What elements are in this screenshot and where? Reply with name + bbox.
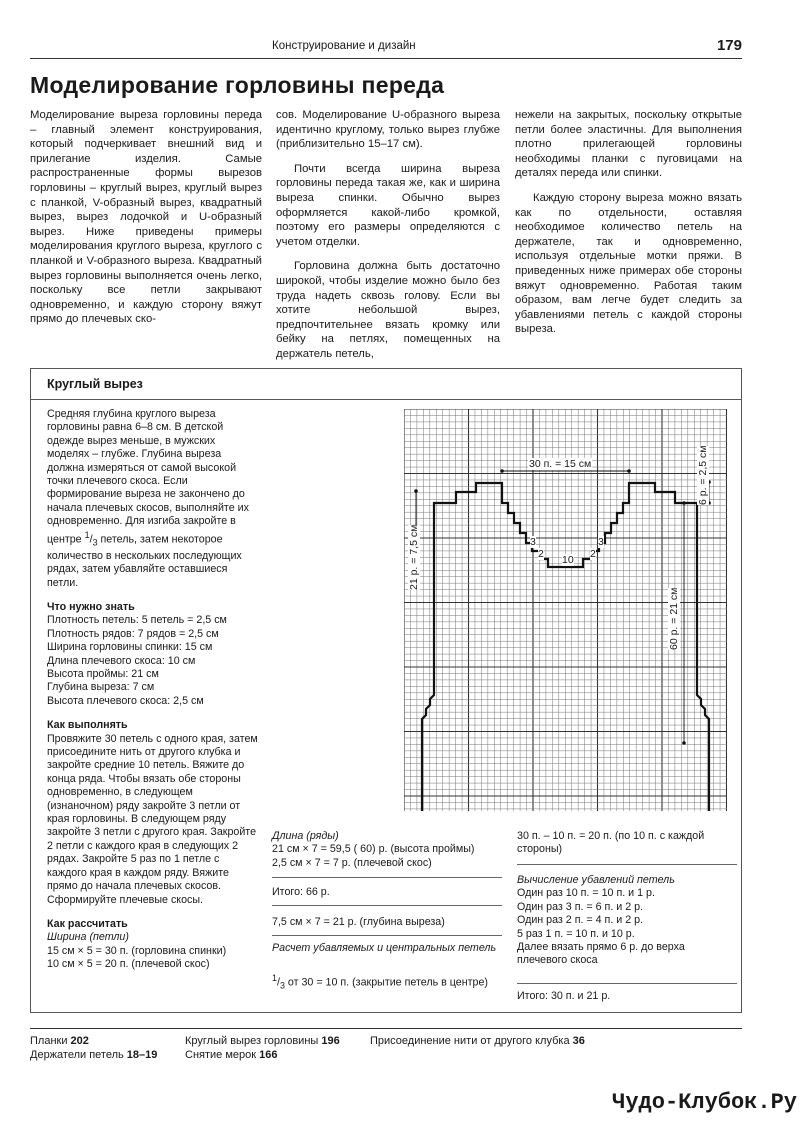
sides-line: 30 п. – 10 п. = 20 п. (по 10 п. с каждой стороны) <box>517 830 705 856</box>
dec-heading: Вычисление убавлений петель <box>517 874 675 886</box>
running-header: Конструирование и дизайн <box>272 40 416 52</box>
article-paragraph: Моделирование выреза горловины переда – главный элемент конструирования, который подчеркивает внешний вид и прилегание изделия. Самые распространенные формы вырезов горловины – круглый вырез, круглый вырез с планкой, V-образный вырез, квадратный вырез, вырез лодочкой и U-образный вырез. Ниже приведены примеры моделирования круглого выреза, круглого с планкой и V-образного выреза. Квадратный вырез горловины выполняется очень легко, поскольку все петли закрывают одновременно, и каждую сторону вяжут прямо до плечевых ско- <box>30 109 262 326</box>
watermark: Чудо-Клубок.Ру <box>612 1090 797 1115</box>
rule <box>272 877 502 878</box>
width-line: 15 см × 5 = 30 п. (горловина спинки) <box>47 944 227 957</box>
footer-ref-round-neck[interactable]: Круглый вырез горловины 196 <box>185 1035 340 1047</box>
total-final: Итого: 30 п. и 21 р. <box>517 990 611 1002</box>
dimension-endpoint <box>500 469 504 473</box>
dec-mark-3-left: 3 <box>530 536 536 548</box>
article-column-1 <box>30 108 262 327</box>
rule <box>517 983 737 984</box>
width-line: 10 см × 5 = 20 п. (плечевой скос) <box>47 958 210 971</box>
article-paragraph: Почти всегда ширина выреза горловины переда такая же, как и ширина выреза спинки. Обычно вырез оформляется какой-либо кромкой, поэтому его размеры определяются с учетом отделки. <box>276 162 500 248</box>
know-item: Длина плечевого скоса: 10 см <box>47 654 196 667</box>
depth-line: 7,5 см × 7 = 21 р. (глубина выреза) <box>272 916 445 928</box>
footer-rule <box>30 1028 742 1029</box>
know-heading: Что нужно знать <box>47 600 135 613</box>
article-paragraph: сов. Моделирование U-образного выреза идентично круглому, только вырез глубже (приблизительно 15–17 см). <box>276 109 500 151</box>
rule <box>272 935 502 936</box>
dimension-endpoint <box>682 501 686 505</box>
top-width-label: 30 п. = 15 см <box>529 458 592 470</box>
article-paragraph: Горловина должна быть достаточно широкой, чтобы изделие можно было без труда надеть сквозь голову. Если вы хотите небольшой вырез, предпочтительнее вязать кромку или бейку на петлях, помещенных на держатель петель, <box>276 260 500 360</box>
article-column-3 <box>515 108 742 337</box>
do-text: Провяжите 30 петель с одного края, затем присоедините нить от другого клубка и закройте средние 10 петель. Вяжите до конца ряда. Чтобы вязать обе стороны одновременно, в следующем (изнаночном) ряду закройте 3 петли от края горловины. В следующем ряду закройте 3 петли с другого края. Закройте 2 петли с каждого края в следующих 2 рядах. Закройте 5 раз по 1 петле с каждого края в каждом ряду. Вяжите прямо до начала плечевых скосов. Сформируйте плечевые скосы. <box>47 732 258 906</box>
know-item: Высота проймы: 21 см <box>47 668 159 681</box>
dec-line: Далее вязать прямо 6 р. до верха плечевого скоса <box>517 941 685 967</box>
left-depth-label: 21 р. = 7,5 см <box>408 524 420 590</box>
length-line: 2,5 см × 7 = 7 р. (плечевой скос) <box>272 856 432 869</box>
box-heading: Круглый вырез <box>47 377 143 391</box>
footer-ref-holders[interactable]: Держатели петель 18–19 <box>30 1049 158 1061</box>
footer-ref-planks[interactable]: Планки 202 <box>30 1035 89 1047</box>
box-heading-rule <box>31 399 741 400</box>
total-rows: Итого: 66 р. <box>272 886 330 898</box>
know-item: Высота плечевого скоса: 2,5 см <box>47 694 204 707</box>
rule <box>517 864 737 865</box>
dimension-endpoint <box>682 741 686 745</box>
page-title: Моделирование горловины переда <box>30 72 445 98</box>
dec-mark-2-right: 2 <box>590 548 596 560</box>
calc-heading: Как рассчитать <box>47 917 128 930</box>
right-shoulder-label: 6 р. = 2,5 см <box>697 445 709 505</box>
article-column-2 <box>276 108 500 362</box>
page-number: 179 <box>716 37 742 54</box>
intro-text: Средняя глубина круглого выреза горловины равна 6–8 см. В детской одежде вырез меньше, в мужских моделях – глубже. Глубина выреза должна измеряться от самой высокой точки плечевого скоса. Если формирование выреза не закончено до начала плечевых скосов, выполняйте их одновременно. Для изгиба закройте в центре $^1/_3$ петель, затем некоторое количество в нескольких последующих рядах, затем убавляйте оставшиеся петли. <box>47 408 249 589</box>
calc-dec-line: $^1/_3$ от 30 = 10 п. (закрытие петель в центре) <box>272 973 488 991</box>
know-item: Плотность рядов: 7 рядов = 2,5 см <box>47 627 219 640</box>
article-paragraph: Каждую сторону выреза можно вязать как по отдельности, оставляя необходимое количество петель на держателе, так и одновременно, используя отдельные мотки пряжи. В приведенных ниже примерах обе стороны вяжут одновременно. Работая таким образом, вам легче будет следить за убавлениями петель с каждой стороны выреза. <box>515 191 742 336</box>
footer-ref-join-yarn[interactable]: Присоединение нити от другого клубка 36 <box>370 1035 585 1047</box>
length-line: 21 см × 7 = 59,5 ( 60) р. (высота проймы) <box>272 843 475 856</box>
dec-mark-3-right: 3 <box>598 536 604 548</box>
know-item: Ширина горловины спинки: 15 см <box>47 641 213 654</box>
know-item: Плотность петель: 5 петель = 2,5 см <box>47 614 227 627</box>
length-heading: Длина (ряды) <box>272 830 339 842</box>
dimension-endpoint <box>414 489 418 493</box>
footer-ref-measures[interactable]: Снятие мерок 166 <box>185 1049 278 1061</box>
know-item: Глубина выреза: 7 см <box>47 681 155 694</box>
dec-line: Один раз 10 п. = 10 п. и 1 р. <box>517 887 655 900</box>
right-height-label: 60 р. = 21 см <box>668 587 680 650</box>
dec-mark-2-left: 2 <box>538 548 544 560</box>
dec-line: 5 раз 1 п. = 10 п. и 10 р. <box>517 927 635 940</box>
dec-line: Один раз 2 п. = 4 п. и 2 р. <box>517 914 644 927</box>
chart-dimension-lines <box>414 469 711 745</box>
calc-dec-heading: Расчет убавляемых и центральных петель <box>272 942 497 954</box>
article-paragraph: нежели на закрытых, поскольку открытые петли более эластичны. Для выполнения плотно прилегающей горловины необходимы планки с пуговицами на деталях переда или спинки. <box>515 109 742 180</box>
header-rule <box>30 58 742 59</box>
length-calc <box>272 830 502 870</box>
dec-calc <box>517 874 737 968</box>
dimension-endpoint <box>627 469 631 473</box>
box-left-column <box>47 408 259 972</box>
dec-mark-10: 10 <box>562 554 574 566</box>
do-heading: Как выполнять <box>47 719 128 732</box>
rule <box>272 905 502 906</box>
dec-line: Один раз 3 п. = 6 п. и 2 р. <box>517 900 644 913</box>
width-heading: Ширина (петли) <box>47 931 129 944</box>
